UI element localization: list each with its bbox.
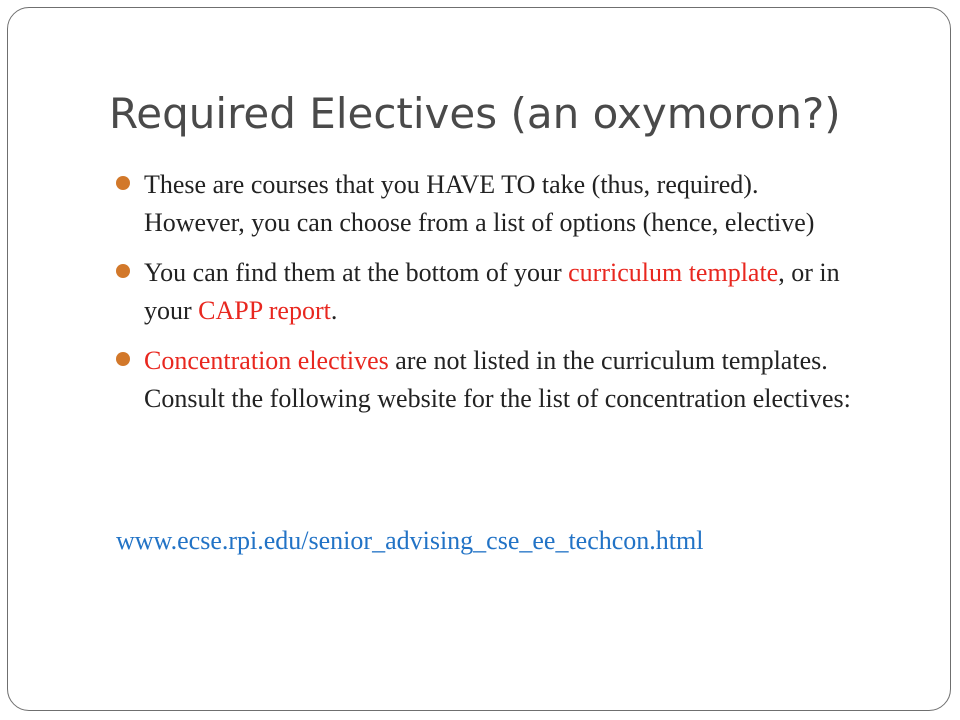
bullet-text-part: . [330,296,338,325]
bullet-text-part: You can find them at the bottom of your [144,258,569,287]
bullet-item-where-to-find [116,254,856,330]
concentration-electives-highlight: Concentration electives [144,346,389,375]
bullet-dot-icon [116,176,130,190]
capp-report-highlight: CAPP report [198,296,331,325]
curriculum-template-highlight: curriculum template [568,258,779,287]
slide-title: Required Electives (an oxymoron?) [109,89,841,138]
bullet-dot-icon [116,264,130,278]
bullet-item-concentration [116,342,856,418]
bullet-text: These are courses that you HAVE TO take (thus, required). However, you can choose from a list of options (hence, elective) [144,170,815,237]
website-url-link[interactable]: www.ecse.rpi.edu/senior_advising_cse_ee_techcon.html [116,526,704,555]
bullet-text-part: , or in your [144,258,840,325]
bullet-dot-icon [116,352,130,366]
slide-frame [7,7,951,711]
bullet-text-part: are not listed in the curriculum templates. Consult the following website for the list of concentration electives: [144,346,851,413]
bullet-list [116,166,856,430]
bullet-item-required [116,166,856,242]
